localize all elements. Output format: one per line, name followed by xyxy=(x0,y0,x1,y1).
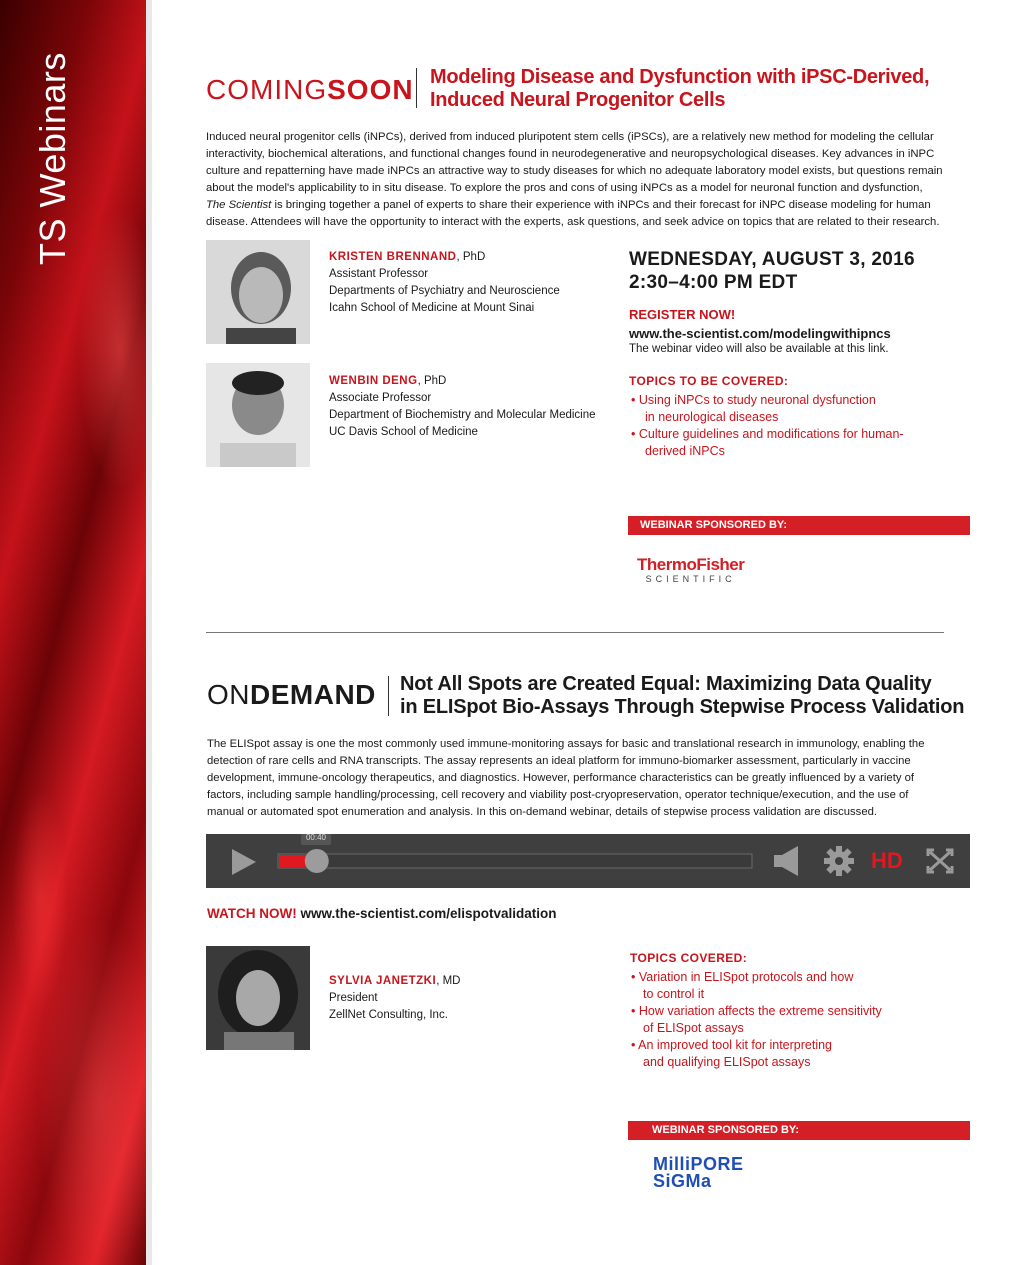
play-icon xyxy=(232,849,256,875)
headline-line: in ELISpot Bio-Assays Through Stepwise Process Validation xyxy=(400,696,965,718)
event-date: WEDNESDAY, AUGUST 3, 2016 xyxy=(629,249,915,270)
speaker-title: Assistant Professor xyxy=(329,268,429,280)
speaker-degree: , MD xyxy=(436,975,461,987)
thermofisher-logo: ThermoFisher SCIENTIFIC xyxy=(637,555,745,584)
speaker-name: SYLVIA JANETZKI xyxy=(329,975,437,987)
body-line: culture and repatterning have made iNPCs an attractive way to study diseases for which no adequate laboratory model exists, but questions remain xyxy=(206,165,943,177)
watch-now xyxy=(207,906,557,921)
register-link[interactable]: REGISTER NOW! xyxy=(629,307,736,322)
sidebar-title: TS Webinars xyxy=(32,52,73,265)
gear-icon xyxy=(824,846,854,876)
speaker-janetzki xyxy=(329,973,460,1024)
ondemand-kicker xyxy=(207,679,376,711)
list-item: • How variation affects the extreme sensitivity of ELISpot assays xyxy=(631,1004,882,1035)
portrait-icon xyxy=(206,240,310,344)
list-item: • An improved tool kit for interpreting and qualifying ELISpot assays xyxy=(631,1038,833,1069)
progress-handle xyxy=(305,849,329,873)
sidebar-banner xyxy=(0,0,152,1265)
headline-line: Not All Spots are Created Equal: Maximizing Data Quality xyxy=(400,673,932,695)
kicker-divider xyxy=(416,68,417,108)
speaker-dept: Department of Biochemistry and Molecular Medicine xyxy=(329,409,596,421)
speaker-brennand xyxy=(329,249,560,317)
speaker-org: UC Davis School of Medicine xyxy=(329,426,478,438)
video-player[interactable] xyxy=(206,834,970,888)
fullscreen-icon xyxy=(928,850,952,872)
body-line: The Scientist is bringing together a panel of experts to share their experience with iNPCs and their forecast for iNPC disease modeling for human xyxy=(206,199,931,211)
body-line: manual or automated spot enumeration and analysis. In this on-demand webinar, details of stepwise process validation are discussed. xyxy=(207,806,878,818)
watch-now-label[interactable]: WATCH NOW! xyxy=(207,906,297,921)
body-line: disease. Attendees will have the opportunity to interact with the experts, ask questions, and seek advice on topics that are related to their research. xyxy=(206,216,940,228)
speaker-title: Associate Professor xyxy=(329,392,432,404)
speaker-degree: , PhD xyxy=(456,251,486,263)
ondemand-body xyxy=(207,736,972,821)
publication-name: The Scientist xyxy=(206,199,272,211)
speaker-title: President xyxy=(329,992,378,1004)
speaker-degree: , PhD xyxy=(417,375,447,387)
event-time: 2:30–4:00 PM EDT xyxy=(629,272,798,293)
kicker-bold: SOON xyxy=(327,74,414,105)
video-note: The webinar video will also be available at this link. xyxy=(629,343,889,355)
speaker-org: ZellNet Consulting, Inc. xyxy=(329,1009,448,1021)
speaker-name: WENBIN DENG xyxy=(329,375,418,387)
event-datetime xyxy=(629,248,915,294)
kicker-light: ON xyxy=(207,679,250,710)
progress-track xyxy=(278,854,752,868)
hd-toggle[interactable]: HD xyxy=(871,848,903,873)
topics-list xyxy=(631,969,971,1071)
body-line: detection of rare cells and RNA transcripts. The assay represents an ideal platform for immuno-biomarker assessment, particularly in vaccine xyxy=(207,755,911,767)
volume-icon xyxy=(774,846,802,876)
watch-url[interactable]: www.the-scientist.com/elispotvalidation xyxy=(300,906,557,921)
ondemand-headline xyxy=(400,673,990,719)
time-tooltip: 00:40 xyxy=(305,833,327,842)
coming-soon-kicker xyxy=(206,74,414,106)
kicker-divider xyxy=(388,676,389,716)
speaker-org: Icahn School of Medicine at Mount Sinai xyxy=(329,302,535,314)
speaker-photo-janetzki xyxy=(206,946,310,1050)
headline-line: Modeling Disease and Dysfunction with iPSC-Derived, xyxy=(430,66,930,88)
coming-headline xyxy=(430,66,970,112)
topics-heading: TOPICS COVERED: xyxy=(630,951,748,965)
section-divider xyxy=(206,632,944,633)
body-line: interactivity, biochemical alterations, and functional changes found in neurodegenerative and neuropsychological diseases. Key advances in iNPC xyxy=(206,148,935,160)
portrait-icon xyxy=(206,363,310,467)
topics-heading: TOPICS TO BE COVERED: xyxy=(629,374,789,388)
body-line: The ELISpot assay is one the most commonly used immune-monitoring assays for basic and translational research in immunology, enabling the xyxy=(207,738,925,750)
coming-body xyxy=(206,129,966,231)
headline-line: Induced Neural Progenitor Cells xyxy=(430,89,726,111)
speaker-photo-deng xyxy=(206,363,310,467)
list-item: • Culture guidelines and modifications for human- derived iNPCs xyxy=(631,427,904,458)
portrait-icon xyxy=(206,946,310,1050)
speaker-deng xyxy=(329,373,596,441)
milliporesigma-logo: MilliPORE SiGMa xyxy=(653,1154,744,1191)
body-line: about the model's applicability to in situ disease. To explore the pros and cons of using iNPCs as a model for neuronal function and dysfunction, xyxy=(206,182,923,194)
body-line: Induced neural progenitor cells (iNPCs), derived from induced pluripotent stem cells (iPSCs), are a relatively new method for modeling the cellular xyxy=(206,131,934,143)
topics-list xyxy=(631,392,971,460)
register-url[interactable]: www.the-scientist.com/modelingwithipncs xyxy=(629,326,891,341)
list-item: • Variation in ELISpot protocols and how to control it xyxy=(631,970,854,1001)
sponsor-bar: WEBINAR SPONSORED BY: xyxy=(628,516,970,535)
kicker-light: COMING xyxy=(206,74,328,105)
sponsor-bar: WEBINAR SPONSORED BY: xyxy=(628,1121,970,1140)
sidebar-divider xyxy=(146,0,152,1265)
speaker-photo-brennand xyxy=(206,240,310,344)
speaker-name: KRISTEN BRENNAND xyxy=(329,251,457,263)
list-item: • Using iNPCs to study neuronal dysfunction in neurological diseases xyxy=(631,393,876,424)
kicker-bold: DEMAND xyxy=(250,679,376,710)
speaker-dept: Departments of Psychiatry and Neuroscience xyxy=(329,285,560,297)
body-line: development, immune-oncology therapeutics, and diagnostics. However, performance characteristics can be greatly influenced by a variety of xyxy=(207,772,915,784)
body-line: factors, including sample handling/processing, cell recovery and viability post-cryopreservation, operator technique/execution, and the use of xyxy=(207,789,909,801)
